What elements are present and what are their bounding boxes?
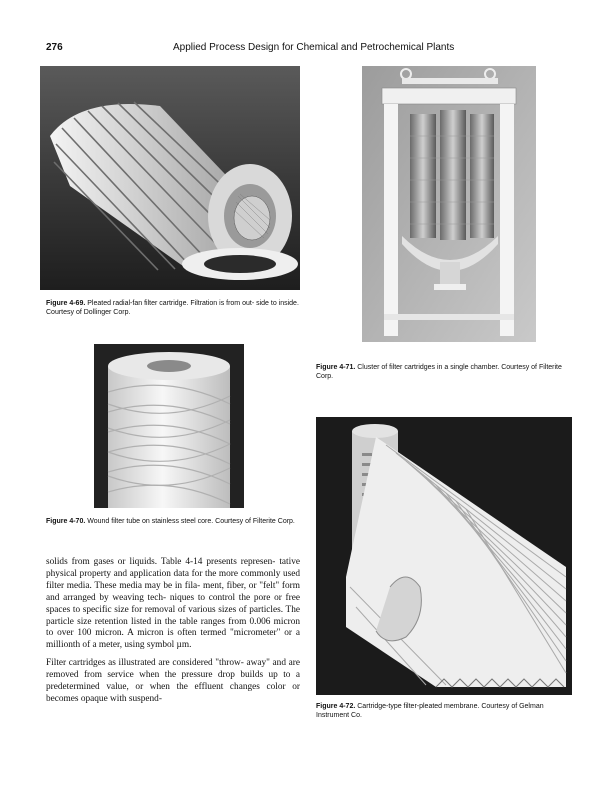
running-title: Applied Process Design for Chemical and Petrochemical Plants (173, 42, 455, 53)
figure-4-70-photo (94, 344, 244, 508)
figure-4-70-text: Wound filter tube on stainless steel core. Courtesy of Filterite Corp. (87, 518, 295, 525)
figure-4-70-caption (46, 517, 300, 526)
figure-4-72-text: Cartridge-type filter-pleated membrane. Courtesy of Gelman Instrument Co. (316, 703, 544, 719)
figure-4-71-label: Figure 4-71. (316, 364, 356, 371)
figure-4-69-photo (40, 66, 300, 290)
figure-4-71-photo (362, 66, 536, 342)
figure-4-72-caption (316, 702, 578, 720)
body-paragraph-1: solids from gases or liquids. Table 4-14 presents represen- tative physical property and application data for the more commonly used filter media. These media may be in fila- ment, fiber, or "felt" form and arranged by weaving tech- niques to control the pore or free spaces to specific size for removal of various sizes of particles. The particle size retention listed in the table ranges from 0.006 micron to over 100 micron. A micron is often termed "micrometer" or a millionth of a meter, using symbol µm. (46, 557, 300, 651)
figure-4-70-label: Figure 4-70. (46, 518, 86, 525)
page-number: 276 (46, 42, 63, 53)
body-paragraph-2: Filter cartridges as illustrated are considered "throw- away" and are removed from service when the pressure drop builds up to a predetermined value, or when the effluent changes color or becomes opaque with suspend- (46, 658, 300, 704)
body-text (46, 557, 300, 706)
figure-4-69-caption (46, 299, 300, 317)
figure-4-72-label: Figure 4-72. (316, 703, 356, 710)
figure-4-72-photo (316, 417, 572, 695)
figure-4-71-caption (316, 363, 578, 381)
figure-4-69-text: Pleated radial-fan filter cartridge. Filtration is from out- side to inside. Courtesy of Dollinger Corp. (46, 300, 299, 316)
figure-4-69-label: Figure 4-69. (46, 300, 86, 307)
figure-4-71-text: Cluster of filter cartridges in a single chamber. Courtesy of Filterite Corp. (316, 364, 562, 380)
